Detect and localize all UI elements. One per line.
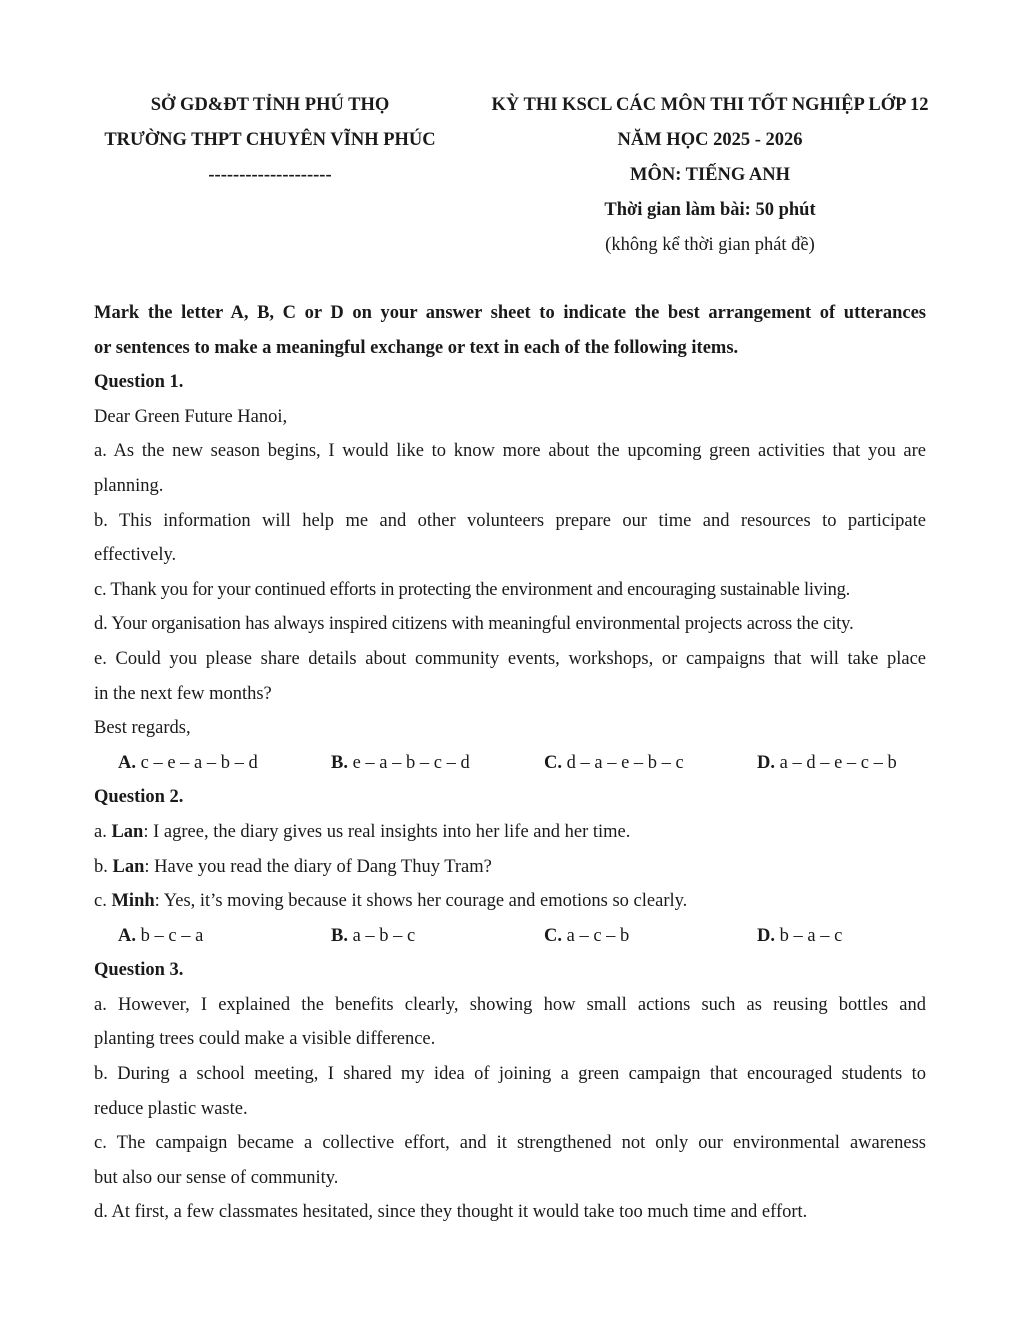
q3-item-d: d. At first, a few classmates hesitated, since they thought it would take too much time and effort. (94, 1202, 808, 1223)
exam-duration: Thời gian làm bài: 50 phút (604, 200, 816, 220)
instructions-line-1: Mark the letter A, B, C or D on your answer sheet to indicate the best arrangement of utterances (94, 303, 926, 323)
option-letter: B. (331, 752, 348, 773)
header-right (458, 88, 962, 263)
speaker-name: Lan (112, 856, 145, 877)
exam-title: KỲ THI KSCL CÁC MÔN THI TỐT NGHIỆP LỚP 12 (491, 95, 929, 115)
q2-item-a (94, 815, 926, 850)
instructions-line-2: or sentences to make a meaningful exchange or text in each of the following items. (94, 337, 739, 358)
option-letter: D. (757, 752, 775, 773)
header-left (60, 88, 480, 193)
option-letter: C. (544, 925, 562, 946)
q2-option-b[interactable] (331, 919, 544, 954)
option-text: b – c – a (136, 925, 204, 946)
letter-greeting: Dear Green Future Hanoi, (94, 406, 288, 427)
option-text: d – a – e – b – c (562, 752, 684, 773)
department-name: SỞ GD&ĐT TỈNH PHÚ THỌ (150, 95, 390, 115)
q1-item-e-line-1: e. Could you please share details about community events, workshops, or campaigns that will take place (94, 648, 926, 669)
q1-option-a[interactable] (118, 746, 331, 781)
q1-option-b[interactable] (331, 746, 544, 781)
q2-option-a[interactable] (118, 919, 331, 954)
option-text: a – c – b (562, 925, 630, 946)
q1-item-d: d. Your organisation has always inspired citizens with meaningful environmental projects across the city. (94, 614, 854, 635)
q1-item-b-line-2: effectively. (94, 545, 177, 566)
item-prefix: a. (94, 821, 112, 842)
school-name: TRƯỜNG THPT CHUYÊN VĨNH PHÚC (104, 130, 436, 150)
exam-content (94, 296, 926, 1230)
q2-options (94, 919, 926, 954)
option-letter: A. (118, 752, 136, 773)
question-2-title: Question 2. (94, 787, 184, 808)
document-header (0, 88, 1020, 268)
option-letter: D. (757, 925, 775, 946)
utterance-text: : I agree, the diary gives us real insights into her life and her time. (143, 821, 631, 842)
q3-item-b-line-1: b. During a school meeting, I shared my idea of joining a green campaign that encouraged students to (94, 1064, 926, 1085)
question-1-title: Question 1. (94, 372, 184, 393)
subject: MÔN: TIẾNG ANH (629, 165, 790, 185)
item-prefix: c. (94, 891, 112, 912)
option-text: e – a – b – c – d (347, 752, 470, 773)
q1-option-d[interactable] (757, 746, 897, 781)
q2-item-b (94, 850, 926, 885)
q3-item-a-line-2: planting trees could make a visible difference. (94, 1029, 436, 1050)
q1-option-c[interactable] (544, 746, 757, 781)
duration-note: (không kể thời gian phát đề) (605, 235, 815, 255)
option-text: a – d – e – c – b (775, 752, 897, 773)
q1-item-a-line-1: a. As the new season begins, I would like to know more about the upcoming green activities that you are (94, 441, 926, 462)
speaker-name: Minh (111, 891, 155, 912)
q1-item-c: c. Thank you for your continued efforts in protecting the environment and encouraging sustainable living. (94, 579, 851, 600)
q3-item-b-line-2: reduce plastic waste. (94, 1098, 248, 1119)
letter-closing: Best regards, (94, 718, 191, 739)
q1-options (94, 746, 926, 781)
question-3-title: Question 3. (94, 960, 184, 981)
option-letter: C. (544, 752, 562, 773)
q3-item-a-line-1: a. However, I explained the benefits clearly, showing how small actions such as reusing bottles and (94, 994, 926, 1015)
q1-item-b-line-1: b. This information will help me and other volunteers prepare our time and resources to participate (94, 510, 926, 531)
q1-item-e-line-2: in the next few months? (94, 683, 272, 704)
option-text: a – b – c (347, 925, 416, 946)
option-text: b – a – c (775, 925, 843, 946)
q3-item-c-line-1: c. The campaign became a collective effort, and it strengthened not only our environmental awareness (94, 1133, 926, 1154)
school-year: NĂM HỌC 2025 - 2026 (617, 130, 803, 150)
option-letter: A. (118, 925, 136, 946)
q2-item-c (94, 884, 926, 919)
header-divider: -------------------- (208, 165, 332, 185)
utterance-text: : Yes, it’s moving because it shows her courage and emotions so clearly. (154, 891, 688, 912)
option-letter: B. (331, 925, 348, 946)
q1-item-a-line-2: planning. (94, 475, 164, 496)
q2-option-c[interactable] (544, 919, 757, 954)
item-prefix: b. (94, 856, 113, 877)
utterance-text: : Have you read the diary of Dang Thuy Tram? (144, 856, 492, 877)
option-text: c – e – a – b – d (136, 752, 258, 773)
q3-item-c-line-2: but also our sense of community. (94, 1167, 339, 1188)
speaker-name: Lan (111, 821, 144, 842)
q2-option-d[interactable] (757, 919, 842, 954)
